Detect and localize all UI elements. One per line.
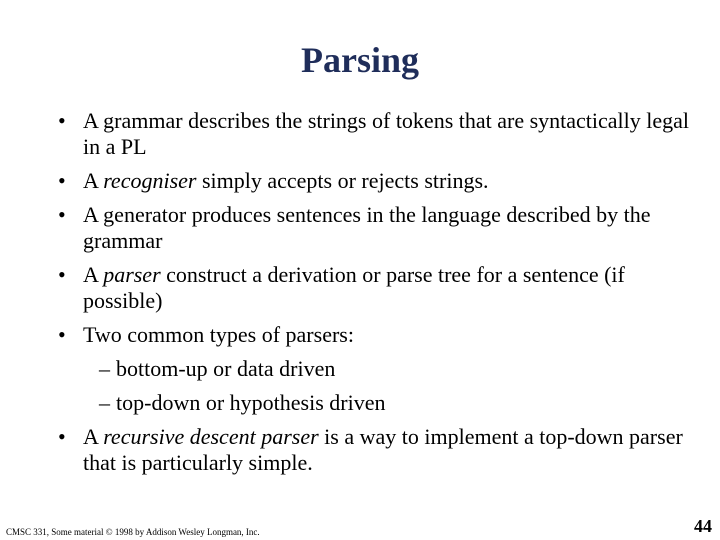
emphasized-term: parser [103, 262, 161, 287]
bullet-marker: • [58, 202, 66, 227]
bullet-text: A [83, 424, 104, 449]
bullet-text: simply accepts or rejects strings. [196, 168, 489, 193]
bullet-text: A [83, 168, 104, 193]
bullet-marker: • [58, 322, 66, 347]
bullet-item [58, 322, 698, 348]
bullet-text: A generator produces sentences in the language described by the grammar [83, 202, 651, 253]
bullet-text: bottom-up or data driven [116, 356, 336, 381]
emphasized-term: recogniser [103, 168, 197, 193]
bullet-text: construct a derivation or parse tree for a sentence (if possible) [83, 262, 625, 313]
bullet-list [58, 108, 698, 484]
bullet-marker: • [58, 168, 66, 193]
bullet-item [58, 168, 698, 194]
bullet-marker: • [58, 108, 66, 133]
bullet-marker: • [58, 424, 66, 449]
bullet-text: top-down or hypothesis driven [116, 390, 386, 415]
page-number: 44 [694, 516, 712, 536]
bullet-marker: • [58, 262, 66, 287]
bullet-item [58, 202, 698, 254]
bullet-item [58, 262, 698, 314]
bullet-text: is a way to implement a top-down parser that is particularly simple. [83, 424, 683, 475]
bullet-text: Two common types of parsers: [83, 322, 354, 347]
dash-marker: – [99, 390, 110, 415]
bullet-text: A grammar describes the strings of tokens that are syntactically legal in a PL [83, 108, 690, 159]
sub-bullet-item [58, 390, 698, 416]
bullet-item [58, 108, 698, 160]
dash-marker: – [99, 356, 110, 381]
bullet-text: A [83, 262, 104, 287]
slide-title: Parsing [300, 40, 419, 80]
sub-bullet-item [58, 356, 698, 382]
bullet-item [58, 424, 698, 476]
emphasized-term: recursive descent parser [103, 424, 319, 449]
footer-copyright: CMSC 331, Some material © 1998 by Addison Wesley Longman, Inc. [6, 527, 260, 537]
